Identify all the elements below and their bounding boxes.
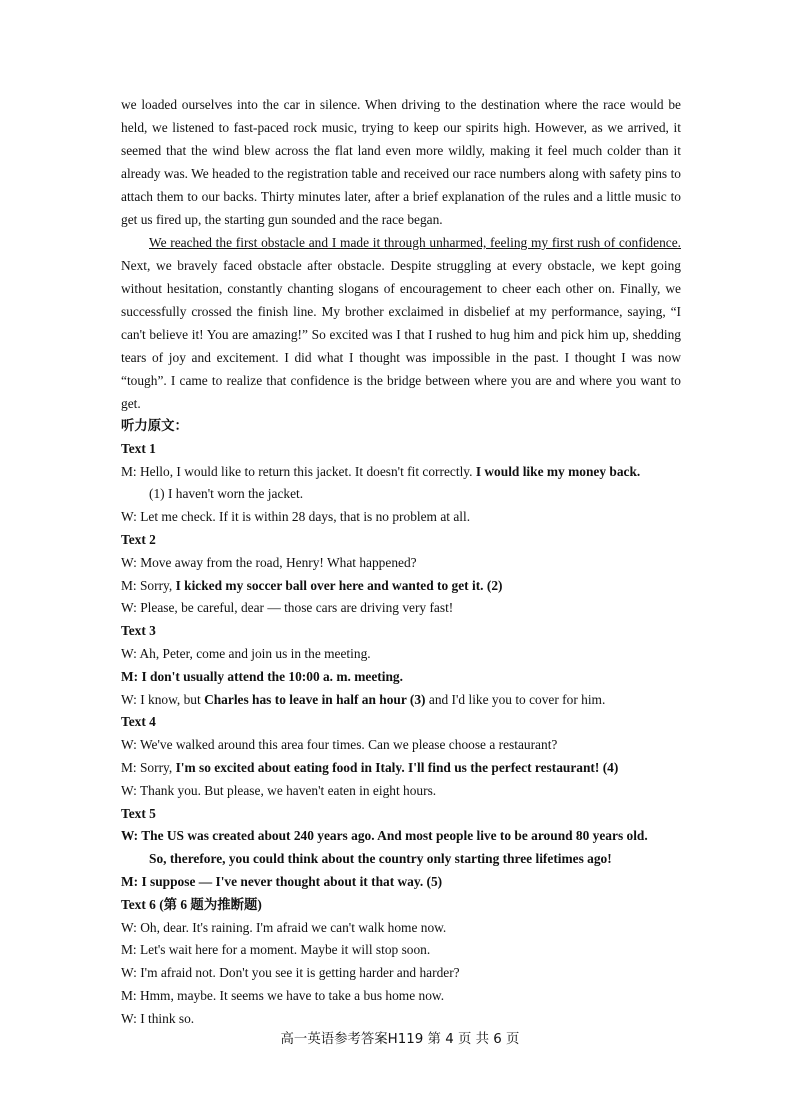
text2-line-2-bold: I kicked my soccer ball over here and wanted to get it. (2) bbox=[175, 577, 503, 593]
text6-line-5: W: I think so. bbox=[121, 1010, 195, 1026]
text2-line-2-plain: M: Sorry, bbox=[121, 577, 176, 593]
text3-line-3-end: and I'd like you to cover for him. bbox=[425, 691, 606, 707]
text3-line-2: M: I don't usually attend the 10:00 a. m. meeting. bbox=[121, 668, 403, 684]
text2-heading: Text 2 bbox=[121, 531, 156, 547]
text4-line-2-bold: I'm so excited about eating food in Italy. I'll find us the perfect restaurant! (4) bbox=[175, 759, 619, 775]
text1-line-3: W: Let me check. If it is within 28 days, that is no problem at all. bbox=[121, 509, 471, 525]
text2-line-2 bbox=[121, 575, 681, 598]
text3-line-1: W: Ah, Peter, come and join us in the meeting. bbox=[121, 645, 371, 661]
text1-line-1 bbox=[121, 461, 681, 484]
text2-line-1: W: Move away from the road, Henry! What happened? bbox=[121, 554, 417, 570]
text5-line-1: W: The US was created about 240 years ago. And most people live to be around 80 years old. bbox=[121, 828, 648, 844]
text1-line-1-bold: I would like my money back. bbox=[475, 463, 641, 479]
text5-line-2: So, therefore, you could think about the country only starting three lifetimes ago! bbox=[149, 851, 612, 867]
text3-line-3 bbox=[121, 689, 681, 712]
page-content bbox=[121, 93, 681, 1031]
text4-line-2-plain: M: Sorry, bbox=[121, 759, 176, 775]
text2-line-3: W: Please, be careful, dear — those cars are driving very fast! bbox=[121, 600, 454, 616]
transcript-title: 听力原文： bbox=[121, 418, 188, 433]
text4-line-1: W: We've walked around this area four times. Can we please choose a restaurant? bbox=[121, 737, 558, 753]
text6-line-1: W: Oh, dear. It's raining. I'm afraid we can't walk home now. bbox=[121, 919, 447, 935]
text3-line-3-plain: W: I know, but bbox=[121, 691, 205, 707]
text6-line-4: M: Hmm, maybe. It seems we have to take a bus home now. bbox=[121, 987, 445, 1003]
text1-heading: Text 1 bbox=[121, 440, 156, 456]
text6-line-3: W: I'm afraid not. Don't you see it is getting harder and harder? bbox=[121, 965, 460, 981]
text1-line-1-plain: M: Hello, I would like to return this jacket. It doesn't fit correctly. bbox=[121, 463, 476, 479]
story-paragraph-1: we loaded ourselves into the car in silence. When driving to the destination where the race would be held, we listened to fast-paced rock music, trying to keep our spirits high. However, as we arrived, it seemed that the wind blew across the flat land even more wildly, making it feel much colder than it already was. We headed to the registration table and received our race numbers along with safety pins to attach them to our backs. Thirty minutes later, after a brief explanation of the rules and a little music to get us fired up, the starting gun sounded and the race began. bbox=[121, 97, 681, 227]
text6-line-2: M: Let's wait here for a moment. Maybe it will stop soon. bbox=[121, 942, 431, 958]
text1-line-2: (1) I haven't worn the jacket. bbox=[149, 486, 304, 502]
text6-heading: Text 6 (第 6 题为推断题) bbox=[121, 896, 262, 912]
page-footer: 高一英语参考答案H119 第 4 页 共 6 页 bbox=[280, 1032, 520, 1047]
text5-heading: Text 5 bbox=[121, 805, 156, 821]
story-paragraph-2-rest: Next, we bravely faced obstacle after obstacle. Despite struggling at every obstacle, we kept going without hesitation, constantly chanting slogans of encouragement to cheer each other on. Finally, we successfully crossed the finish line. My brother exclaimed in disbelief at my performance, saying, “I can't believe it! You are amazing!” So excited was I that I rushed to hug him and pick him up, shedding tears of joy and excitement. I did what I thought was impossible in the past. I thought I was now “tough”. I came to realize that confidence is the bridge between where you are and where you want to get. bbox=[121, 258, 681, 411]
text4-line-3: W: Thank you. But please, we haven't eaten in eight hours. bbox=[121, 782, 437, 798]
story-paragraph-2 bbox=[121, 231, 681, 415]
underlined-sentence: We reached the first obstacle and I made it through unharmed, feeling my first rush of confidence. bbox=[149, 235, 681, 250]
text3-line-3-bold: Charles has to leave in half an hour (3) bbox=[204, 691, 426, 707]
text4-line-2 bbox=[121, 757, 681, 780]
text4-heading: Text 4 bbox=[121, 714, 156, 730]
text3-heading: Text 3 bbox=[121, 623, 156, 639]
text5-line-3: M: I suppose — I've never thought about it that way. (5) bbox=[121, 873, 443, 889]
